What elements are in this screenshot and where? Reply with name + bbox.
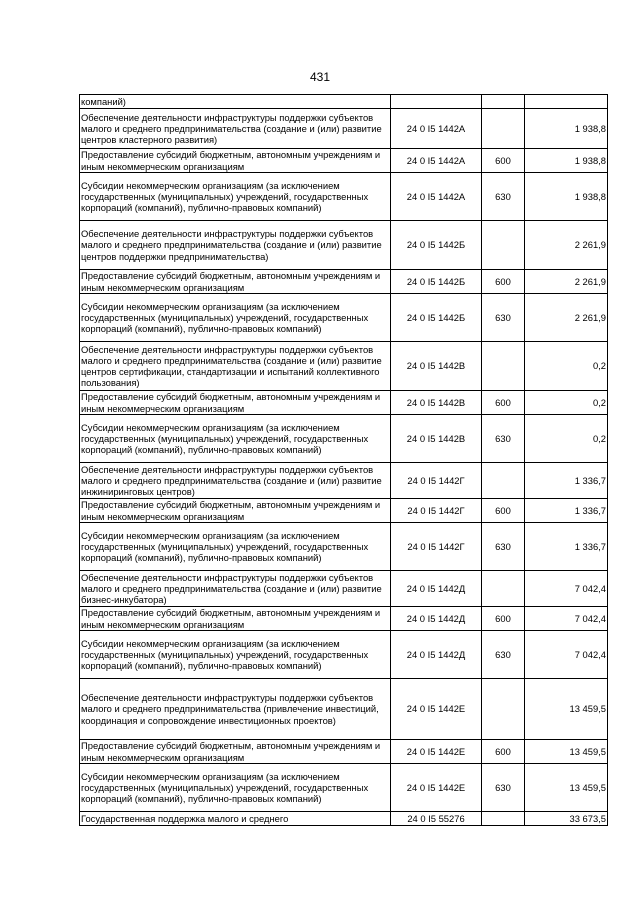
row-amount-cell: 1 938,8: [525, 109, 608, 149]
table-row: [80, 463, 608, 499]
row-code-cell: 24 0 I5 1442А: [391, 109, 482, 149]
row-type-cell: 600: [482, 740, 525, 764]
row-code-cell: 24 0 I5 1442Е: [391, 740, 482, 764]
row-amount-cell: 13 459,5: [525, 740, 608, 764]
row-amount-cell: 2 261,9: [525, 294, 608, 342]
row-amount-cell: 0,2: [525, 391, 608, 415]
row-name-cell: Государственная поддержка малого и среднего: [80, 812, 391, 826]
row-code-cell: 24 0 I5 1442Д: [391, 607, 482, 631]
row-code-cell: 24 0 I5 1442В: [391, 391, 482, 415]
row-name-cell: Предоставление субсидий бюджетным, автономным учреждениям и иным некоммерческим организациям: [80, 740, 391, 764]
table-row: [80, 607, 608, 631]
row-code-cell: 24 0 I5 1442Б: [391, 270, 482, 294]
table-row: [80, 679, 608, 740]
row-name-cell: Обеспечение деятельности инфраструктуры поддержки субъектов малого и среднего предпринимательства (создание и (или) развитие центров сертификации, стандартизации и испытаний коллективного пользования): [80, 342, 391, 391]
row-code-cell: 24 0 I5 1442А: [391, 173, 482, 221]
row-amount-cell: 2 261,9: [525, 221, 608, 270]
row-name-cell: Субсидии некоммерческим организациям (за исключением государственных (муниципальных) учреждений, государственных корпораций (компаний), публично-правовых компаний): [80, 523, 391, 571]
row-type-cell: [482, 463, 525, 499]
row-name-cell: Предоставление субсидий бюджетным, автономным учреждениям и иным некоммерческим организациям: [80, 499, 391, 523]
table-row: [80, 221, 608, 270]
row-amount-cell: 0,2: [525, 415, 608, 463]
row-code-cell: 24 0 I5 1442Б: [391, 294, 482, 342]
row-code-cell: 24 0 I5 1442Е: [391, 764, 482, 812]
row-name-cell: Предоставление субсидий бюджетным, автономным учреждениям и иным некоммерческим организациям: [80, 149, 391, 173]
row-amount-cell: 7 042,4: [525, 631, 608, 679]
row-type-cell: 630: [482, 294, 525, 342]
table-row: [80, 391, 608, 415]
row-type-cell: [482, 95, 525, 109]
table-row: [80, 270, 608, 294]
table-row: [80, 95, 608, 109]
row-type-cell: 600: [482, 270, 525, 294]
row-code-cell: 24 0 I5 1442Е: [391, 679, 482, 740]
row-name-cell: Обеспечение деятельности инфраструктуры поддержки субъектов малого и среднего предпринимательства (создание и (или) развитие центров кластерного развития): [80, 109, 391, 149]
row-type-cell: 600: [482, 499, 525, 523]
page-number: 431: [309, 70, 331, 84]
row-amount-cell: 1 938,8: [525, 149, 608, 173]
table-row: [80, 764, 608, 812]
table-row: [80, 109, 608, 149]
row-type-cell: 600: [482, 607, 525, 631]
row-code-cell: 24 0 I5 1442А: [391, 149, 482, 173]
row-name-cell: Субсидии некоммерческим организациям (за исключением государственных (муниципальных) учреждений, государственных корпораций (компаний), публично-правовых компаний): [80, 631, 391, 679]
row-code-cell: 24 0 I5 1442Г: [391, 523, 482, 571]
row-type-cell: 630: [482, 415, 525, 463]
table-row: [80, 294, 608, 342]
table-row: [80, 499, 608, 523]
row-code-cell: 24 0 I5 1442Б: [391, 221, 482, 270]
row-code-cell: 24 0 I5 1442Д: [391, 631, 482, 679]
row-name-cell: Субсидии некоммерческим организациям (за исключением государственных (муниципальных) учреждений, государственных корпораций (компаний), публично-правовых компаний): [80, 415, 391, 463]
row-name-cell: Обеспечение деятельности инфраструктуры поддержки субъектов малого и среднего предпринимательства (создание и (или) развитие инжиниринговых центров): [80, 463, 391, 499]
table-row: [80, 523, 608, 571]
budget-table: [79, 94, 608, 826]
row-name-cell: Предоставление субсидий бюджетным, автономным учреждениям и иным некоммерческим организациям: [80, 607, 391, 631]
row-type-cell: 630: [482, 523, 525, 571]
row-code-cell: 24 0 I5 1442Г: [391, 499, 482, 523]
row-amount-cell: 1 336,7: [525, 523, 608, 571]
row-name-cell: Обеспечение деятельности инфраструктуры поддержки субъектов малого и среднего предпринимательства (создание и (или) развитие бизнес-инкубатора): [80, 571, 391, 607]
row-name-cell: Субсидии некоммерческим организациям (за исключением государственных (муниципальных) учреждений, государственных корпораций (компаний), публично-правовых компаний): [80, 294, 391, 342]
row-code-cell: 24 0 I5 55276: [391, 812, 482, 826]
row-amount-cell: 0,2: [525, 342, 608, 391]
row-type-cell: [482, 812, 525, 826]
row-code-cell: 24 0 I5 1442В: [391, 342, 482, 391]
table-row: [80, 342, 608, 391]
row-name-cell: компаний): [80, 95, 391, 109]
row-amount-cell: 2 261,9: [525, 270, 608, 294]
row-type-cell: [482, 221, 525, 270]
table-row: [80, 740, 608, 764]
row-amount-cell: 7 042,4: [525, 607, 608, 631]
budget-table-body: [80, 95, 608, 826]
row-type-cell: [482, 571, 525, 607]
row-name-cell: Обеспечение деятельности инфраструктуры поддержки субъектов малого и среднего предпринимательства (создание и (или) развитие центров поддержки предпринимательства): [80, 221, 391, 270]
row-type-cell: 630: [482, 764, 525, 812]
row-name-cell: Субсидии некоммерческим организациям (за исключением государственных (муниципальных) учреждений, государственных корпораций (компаний), публично-правовых компаний): [80, 764, 391, 812]
row-name-cell: Субсидии некоммерческим организациям (за исключением государственных (муниципальных) учреждений, государственных корпораций (компаний), публично-правовых компаний): [80, 173, 391, 221]
row-type-cell: [482, 109, 525, 149]
row-name-cell: Обеспечение деятельности инфраструктуры поддержки субъектов малого и среднего предпринимательства (привлечение инвестиций, координация и сопровождение инвестиционных проектов): [80, 679, 391, 740]
row-code-cell: 24 0 I5 1442Г: [391, 463, 482, 499]
table-row: [80, 631, 608, 679]
row-type-cell: 600: [482, 391, 525, 415]
row-code-cell: 24 0 I5 1442Д: [391, 571, 482, 607]
table-row: [80, 571, 608, 607]
row-amount-cell: 33 673,5: [525, 812, 608, 826]
row-amount-cell: 7 042,4: [525, 571, 608, 607]
row-amount-cell: 1 938,8: [525, 173, 608, 221]
row-type-cell: 600: [482, 149, 525, 173]
row-code-cell: 24 0 I5 1442В: [391, 415, 482, 463]
row-amount-cell: 13 459,5: [525, 764, 608, 812]
row-name-cell: Предоставление субсидий бюджетным, автономным учреждениям и иным некоммерческим организациям: [80, 391, 391, 415]
row-code-cell: [391, 95, 482, 109]
row-amount-cell: 1 336,7: [525, 463, 608, 499]
row-type-cell: [482, 679, 525, 740]
table-row: [80, 149, 608, 173]
row-type-cell: 630: [482, 173, 525, 221]
row-amount-cell: 1 336,7: [525, 499, 608, 523]
table-row: [80, 812, 608, 826]
row-amount-cell: 13 459,5: [525, 679, 608, 740]
table-row: [80, 415, 608, 463]
row-type-cell: [482, 342, 525, 391]
row-name-cell: Предоставление субсидий бюджетным, автономным учреждениям и иным некоммерческим организациям: [80, 270, 391, 294]
table-row: [80, 173, 608, 221]
row-type-cell: 630: [482, 631, 525, 679]
row-amount-cell: [525, 95, 608, 109]
